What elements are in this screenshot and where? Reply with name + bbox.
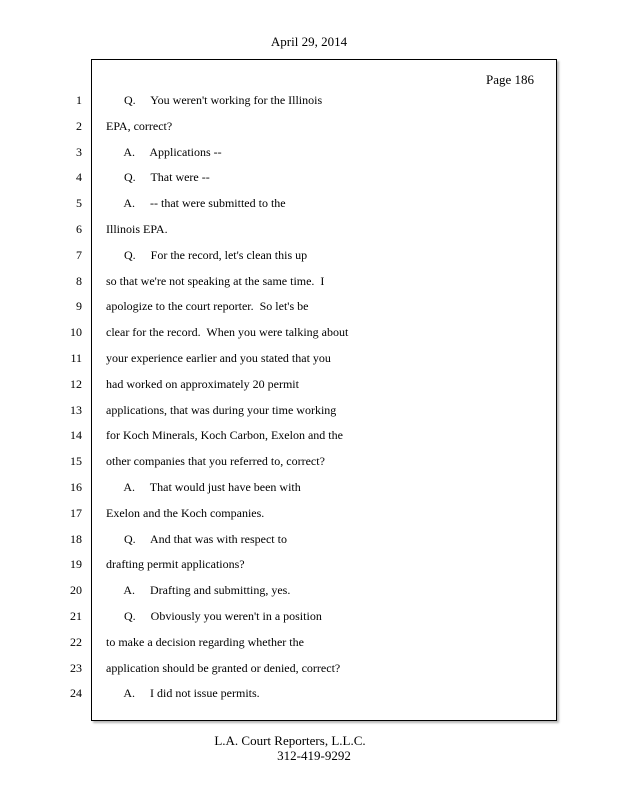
transcript-text-column (106, 88, 546, 707)
transcript-line: A. I did not issue permits. (106, 686, 260, 701)
footer-phone-number: 312-419-9292 (277, 748, 351, 763)
line-number: 4 (76, 170, 82, 185)
line-number: 10 (70, 325, 82, 340)
transcript-line: so that we're not speaking at the same time. I (106, 273, 325, 288)
transcript-line: Q. You weren't working for the Illinois (106, 93, 323, 107)
line-number: 8 (76, 273, 82, 288)
line-number: 12 (70, 376, 82, 391)
line-number: 19 (70, 557, 82, 572)
line-number: 13 (70, 402, 82, 417)
line-number: 7 (76, 247, 82, 262)
line-number: 2 (76, 118, 82, 133)
line-number: 24 (70, 686, 82, 701)
transcript-line: had worked on approximately 20 permit (106, 376, 299, 391)
page-number: Page 186 (485, 72, 534, 87)
line-number: 23 (70, 660, 82, 675)
transcript-line: Q. That were -- (106, 170, 210, 185)
transcript-line: A. Drafting and submitting, yes. (106, 583, 291, 598)
line-number: 3 (76, 144, 82, 159)
line-number: 11 (70, 350, 82, 365)
line-number: 9 (76, 299, 82, 314)
line-number: 22 (70, 634, 82, 649)
transcript-line: application should be granted or denied, correct? (106, 660, 341, 675)
transcript-line: Exelon and the Koch companies. (106, 505, 265, 520)
line-number-column (58, 88, 82, 707)
transcript-line: Illinois EPA. (106, 221, 168, 236)
line-number: 16 (70, 479, 82, 494)
transcript-line: your experience earlier and you stated that you (106, 350, 331, 365)
line-number: 21 (70, 608, 82, 623)
transcript-line: A. -- that were submitted to the (106, 196, 286, 211)
line-number: 5 (76, 196, 82, 211)
transcript-line: Q. Obviously you weren't in a position (106, 608, 322, 623)
transcript-line: for Koch Minerals, Koch Carbon, Exelon and the (106, 428, 343, 443)
line-number: 14 (70, 428, 82, 443)
transcript-line: clear for the record. When you were talking about (106, 325, 349, 340)
transcript-line: Q. For the record, let's clean this up (106, 247, 308, 262)
transcript-line: drafting permit applications? (106, 557, 245, 572)
transcript-line: Q. And that was with respect to (106, 531, 287, 546)
transcript-line: A. That would just have been with (106, 479, 301, 494)
footer-company-name: L.A. Court Reporters, L.L.C. (214, 733, 366, 748)
line-number: 20 (70, 583, 82, 598)
transcript-line: applications, that was during your time working (106, 402, 337, 417)
line-number: 18 (70, 531, 82, 546)
line-number: 6 (76, 221, 82, 236)
page-date: April 29, 2014 (270, 34, 348, 49)
transcript-line: EPA, correct? (106, 118, 173, 133)
line-number: 15 (70, 454, 82, 469)
line-number: 17 (70, 505, 82, 520)
line-number: 1 (76, 93, 82, 107)
transcript-line: A. Applications -- (106, 144, 222, 159)
transcript-line: other companies that you referred to, correct? (106, 454, 325, 469)
transcript-line: apologize to the court reporter. So let's be (106, 299, 309, 314)
transcript-line: to make a decision regarding whether the (106, 634, 304, 649)
